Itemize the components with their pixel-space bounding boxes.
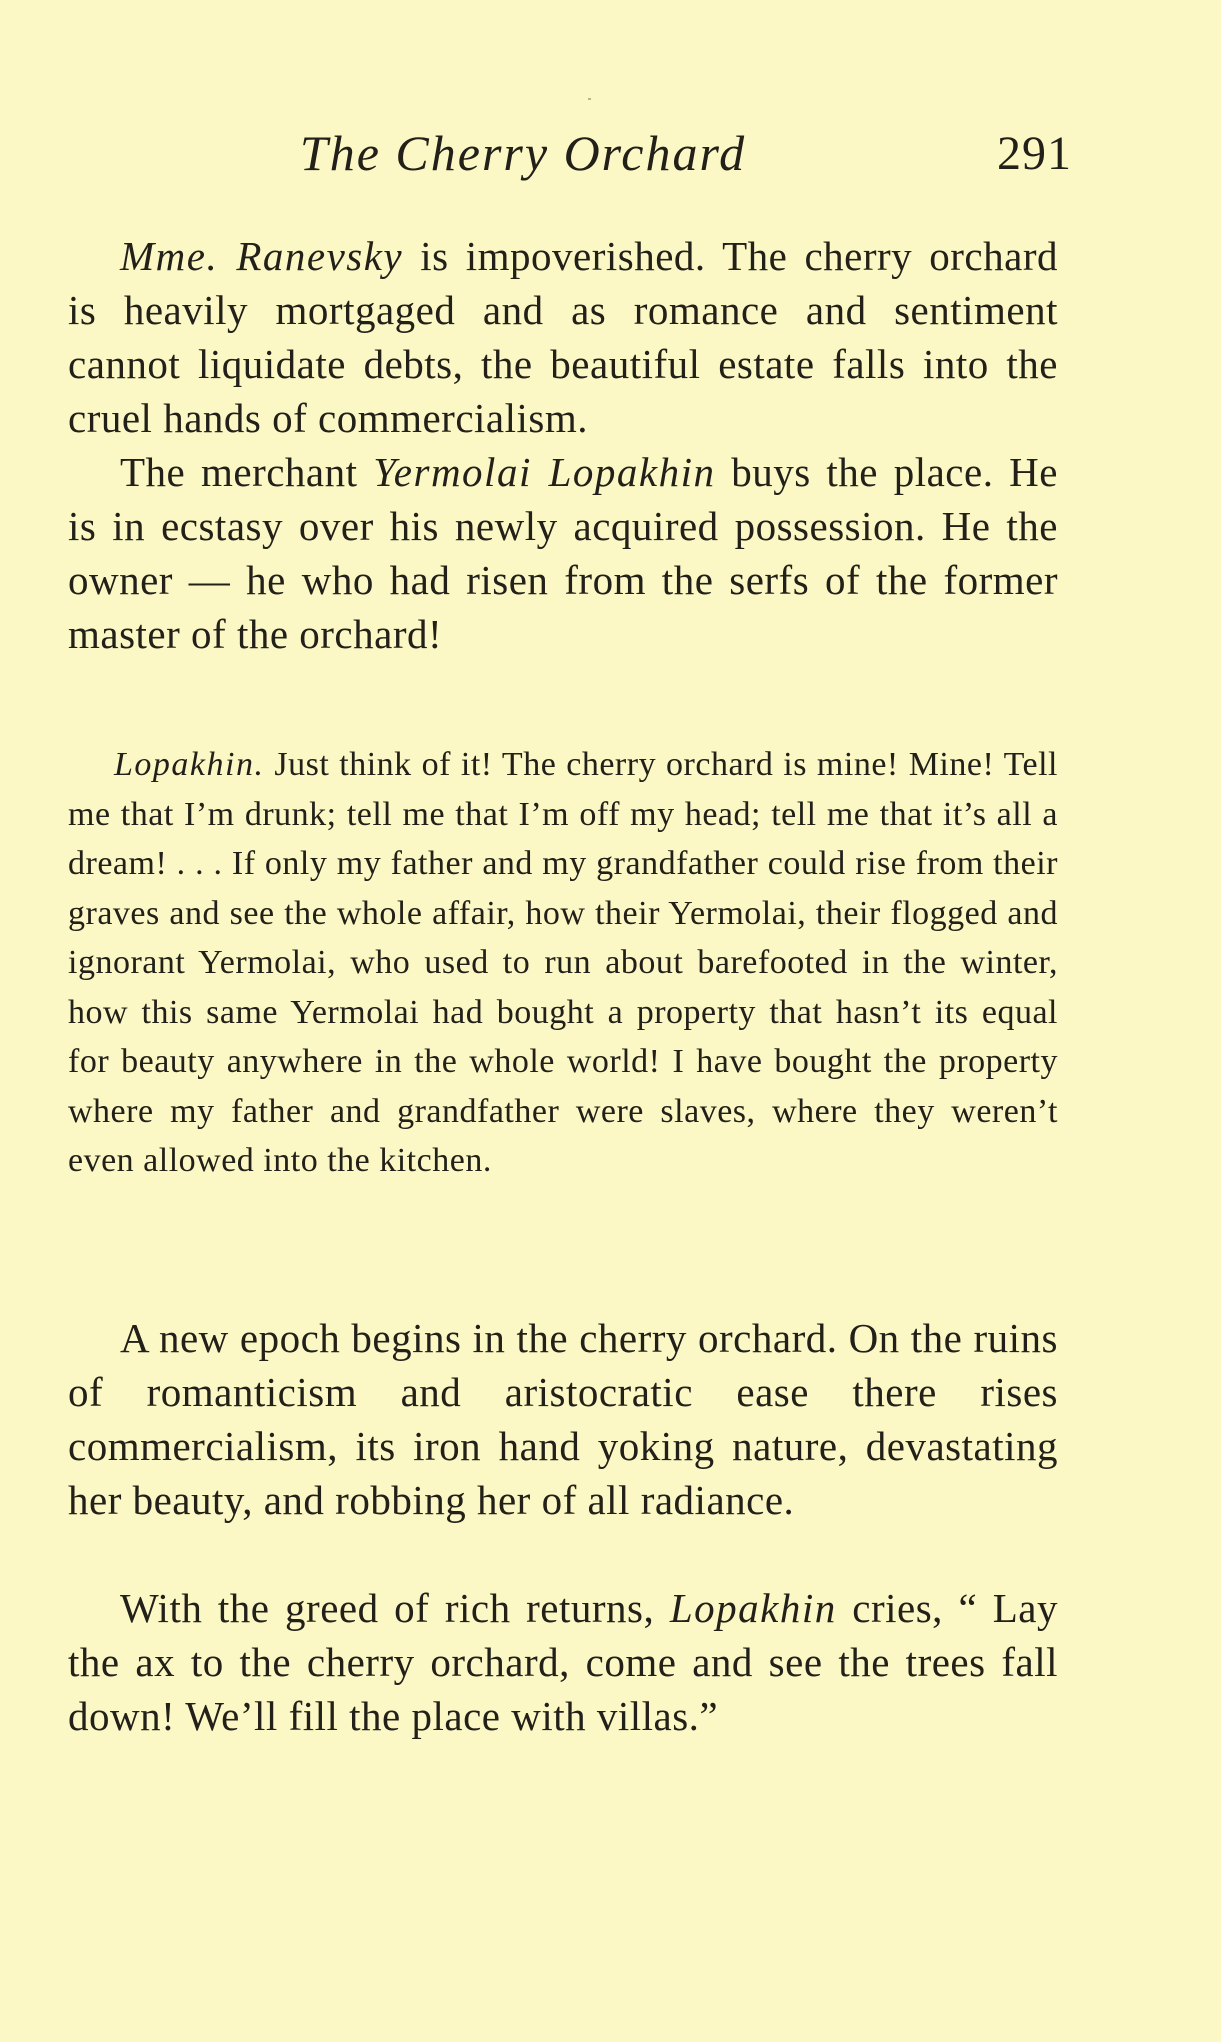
paragraph-lopakhin-buys [68,445,1058,661]
running-head [68,124,1072,194]
book-page [68,0,1072,2042]
block-quote-lopakhin [68,740,1058,1186]
paper-speck [588,98,591,100]
paragraph-new-epoch [68,1311,1058,1527]
page-number: 291 [997,127,1072,180]
paragraph-greed [68,1581,1058,1743]
paragraph-text: A new epoch begins in the cherry orchard. On the ruins of romanticism and aristocratic ease there rises commercialism, its iron hand yoking nature, devastating her beauty, and robbing her of all radiance. [68,1315,1058,1523]
paragraph-lead: The merchant [120,449,374,495]
paragraph-text: is impoverished. The cherry orchard is heavily mortgaged and as romance and sentiment cannot liquidate debts, the beautiful estate falls into the cruel hands of commercialism. [68,233,1058,441]
paragraph-lead: With the greed of rich returns, [120,1585,670,1631]
character-name: Lopakhin [669,1585,837,1631]
running-title: The Cherry Orchard [299,125,747,181]
character-name: Mme. Ranevsky [120,233,404,279]
character-name: Yermolai Lopakhin [373,449,716,495]
paragraph-text: cries, “ Lay the ax to the cherry orchard, come and see the trees fall down! We’ll fill the place with villas.” [68,1585,1058,1739]
speaker-name: Lopakhin. [114,746,265,783]
paragraph-text: buys the place. He is in ecstasy over his newly acquired possession. He the owner — he who had risen from the serfs of the former master of the orchard! [68,449,1058,657]
paragraph-ranevsky [68,229,1058,445]
quote-text: Just think of it! The cherry orchard is mine! Mine! Tell me that I’m drunk; tell me that I’m off my head; tell me that it’s all a dream! . . . If only my father and my grandfather could rise from their graves and see the whole affair, how their Yermolai, their flogged and ignorant Yermolai, who used to run about barefooted in the winter, how this same Yermolai had bought a property that hasn’t its equal for beauty anywhere in the whole world! I have bought the property where my father and grandfather were slaves, where they weren’t even allowed into the kitchen. [68,746,1058,1179]
